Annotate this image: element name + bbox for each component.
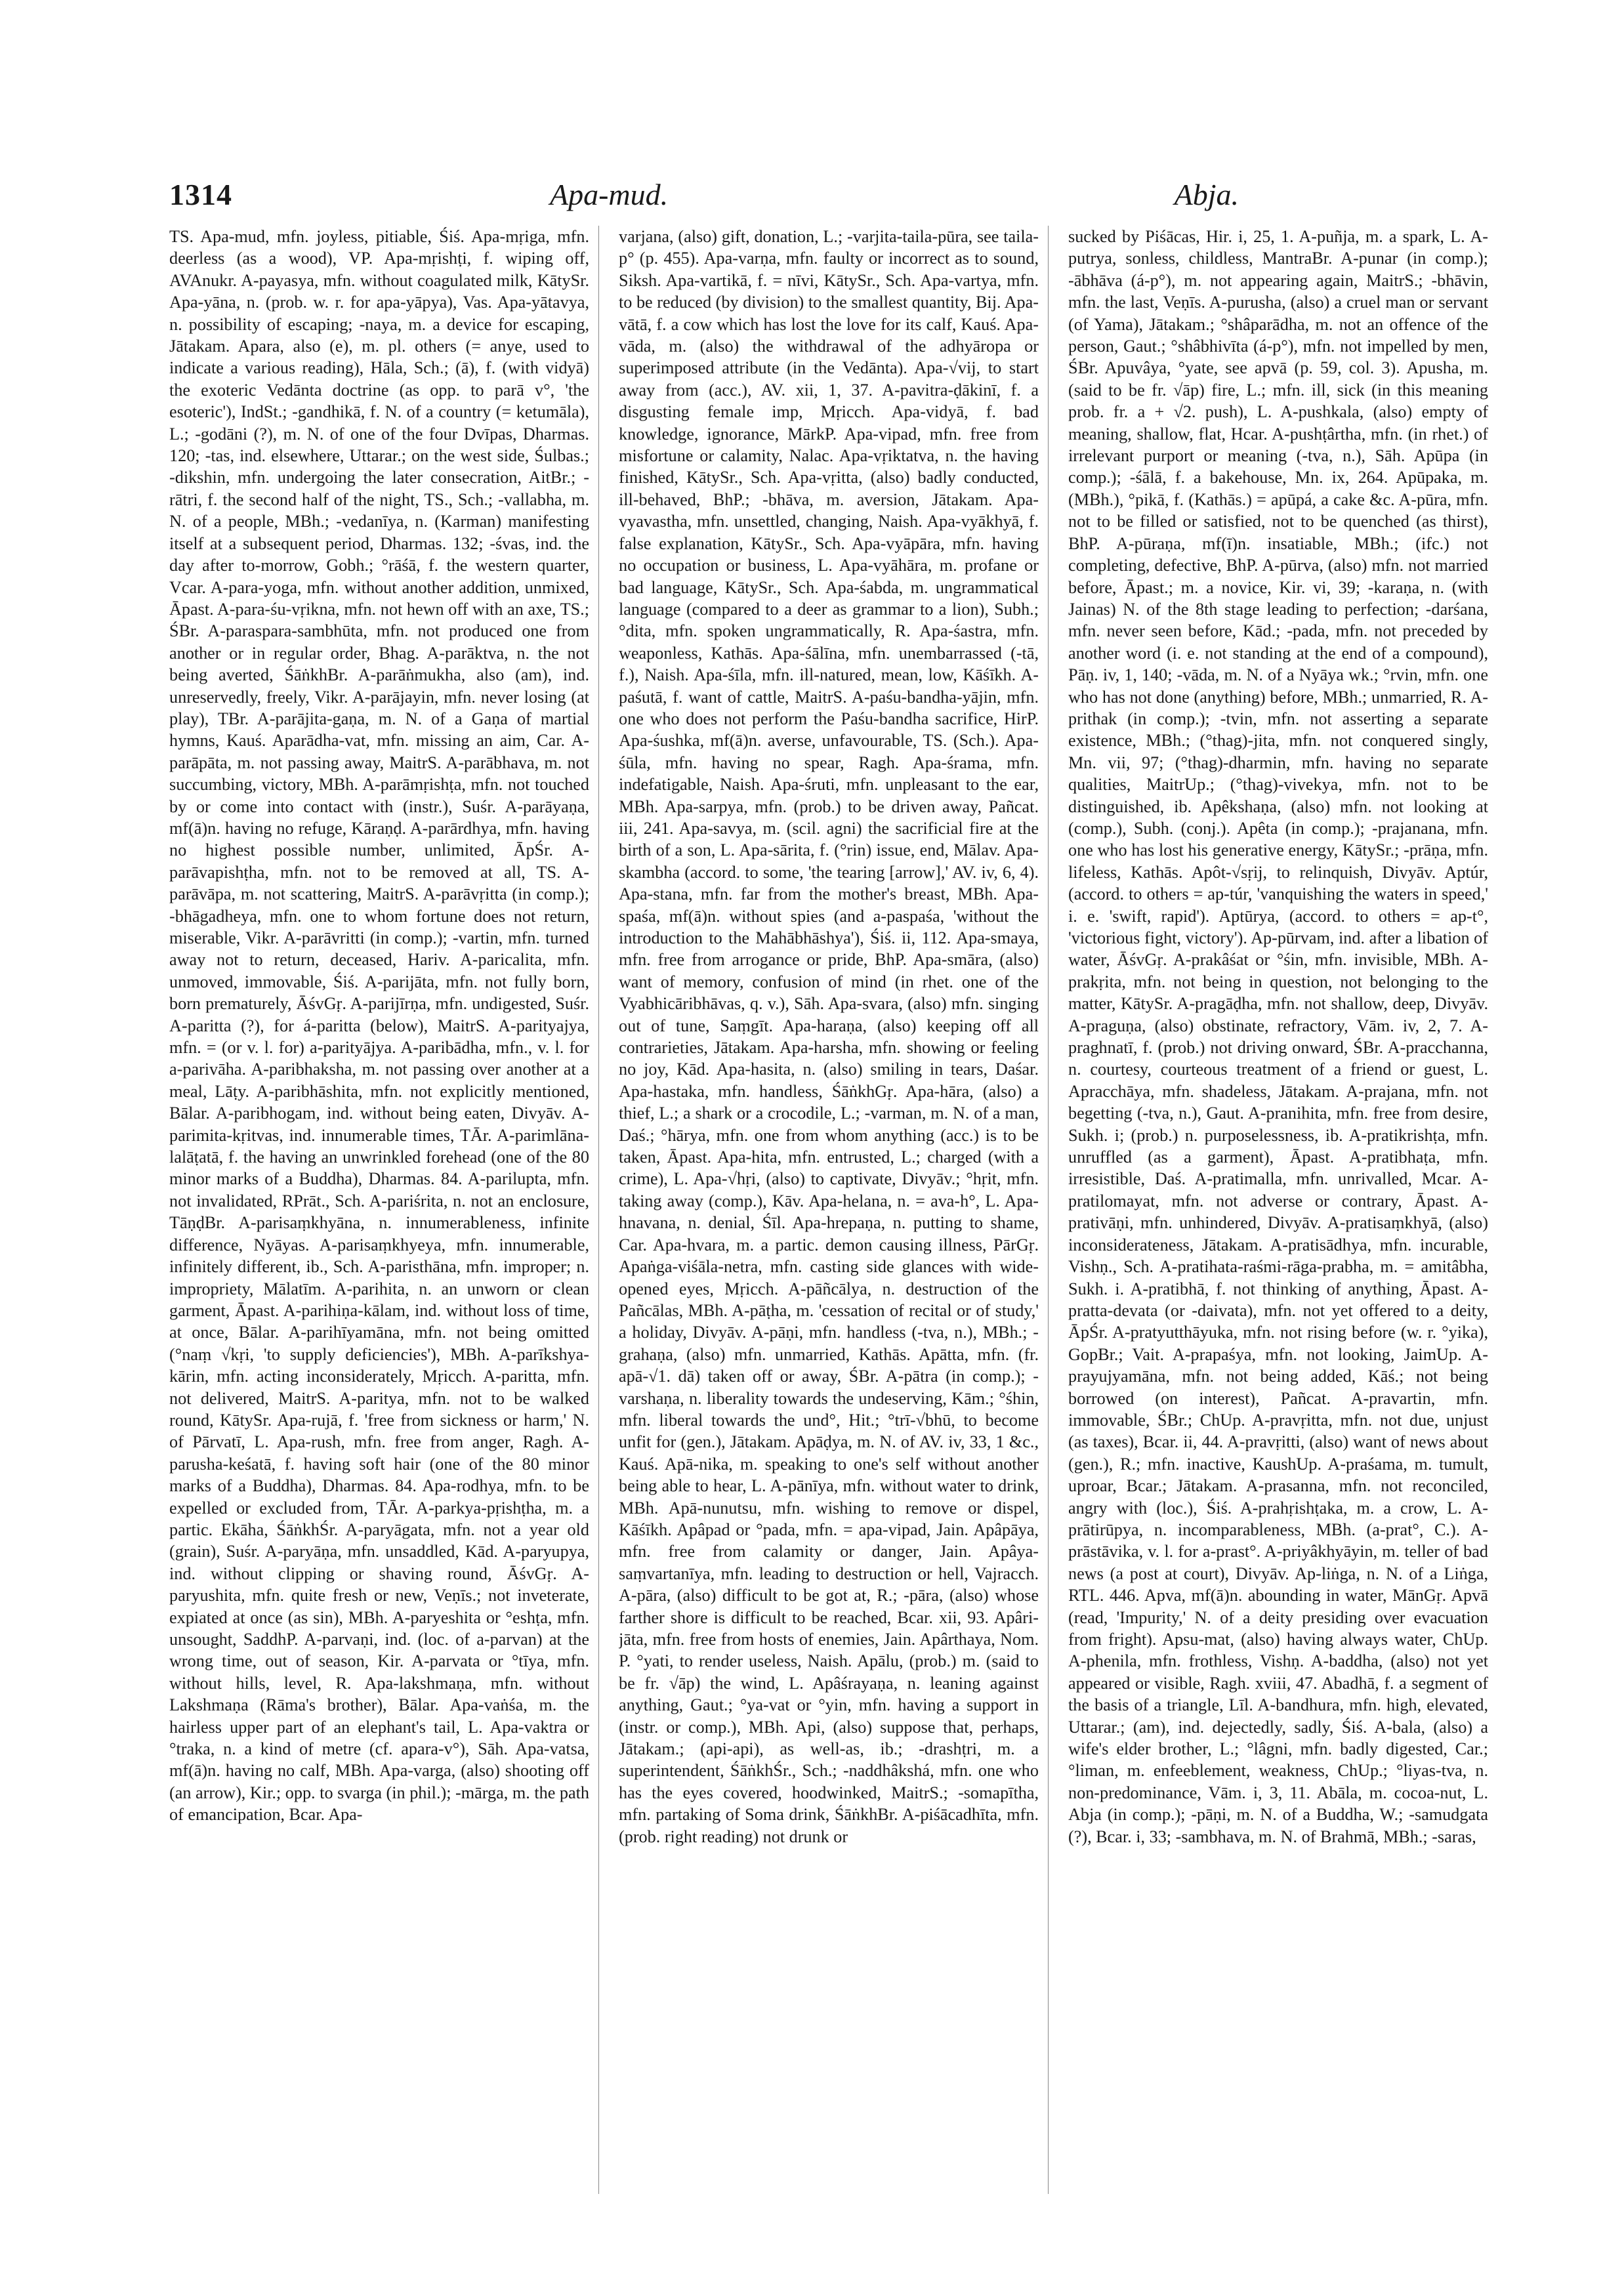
column-text: varjana, (also) gift, donation, L.; -varjita-taila-pūra, see taila-p° (p. 455). Apa-varṇa, mfn. faulty or incorrect as to sound, Siksh. Apa-vartikā, f. = nīvi, KātySr., Sch. Apa-vartya, mfn. to be reduced (by division) to the smallest quantity, Bij. Apa-vātā, f. a cow which has lost the love for its calf, Kauś. Apa-vāda, m. (also) the withdrawal of the adhyāropa or superimposed attribute (in the Vedānta). Apa-√vij, to start away from (acc.), AV. xii, 1, 37. A-pavitra-ḍākinī, f. a disgusting female imp, Mṛicch. Apa-vidyā, f. bad knowledge, ignorance, MārkP. Apa-vipad, mfn. free from misfortune or calamity, Nalac. Apa-vṛiktatva, n. the having finished, KātySr., Sch. Apa-vṛitta, (also) badly conducted, ill-behaved, BhP.; -bhāva, m. aversion, Jātakam. Apa-vyavastha, mfn. unsettled, changing, Naish. Apa-vyākhyā, f. false explanation, KātySr., Sch. Apa-vyāpāra, mfn. having no occupation or business, L. Apa-vyāhāra, m. profane or bad language, KātySr., Sch. Apa-śabda, m. ungrammatical language (compared to a deer as grammar to a lion), Subh.; °dita, mfn. spoken ungrammatically, R. Apa-śastra, mfn. weaponless, Kathās. Apa-śālīna, mfn. unembarrassed (-tā, f.), Naish. Apa-śīla, mfn. ill-natured, mean, low, Kāśīkh. A-paśutā, f. want of cattle, MaitrS. A-paśu-bandha-yājin, mfn. one who does not perform the Paśu-bandha sacrifice, HirP. Apa-śushka, mf(ā)n. averse, unfavourable, TS. (Sch.). Apa-śūla, mfn. having no spear, Ragh. Apa-śrama, mfn. indefatigable, Naish. Apa-śruti, mfn. unpleasant to the ear, MBh. Apa-sarpya, mfn. (prob.) to be driven away, Pañcat. iii, 241. Apa-savya, m. (scil. agni) the sacrificial fire at the birth of a son, L. Apa-sārita, f. (°rin) issue, end, Mālav. Apa-skambha (accord. to some, 'the tearing [arrow],' AV. iv, 6, 4). Apa-stana, mfn. far from the mother's breast, MBh. Apa-spaśa, mf(ā)n. without spies (and a-paspaśa, 'without the introduction to the Mahābhāshya'), Śiś. ii, 112. Apa-smaya, mfn. free from arrogance or pride, BhP. Apa-smāra, (also) want of memory, confusion of mind (in rhet. one of the Vyabhicāribhāvas, q. v.), Sāh. Apa-svara, (also) mfn. singing out of tune, Saṃgīt. Apa-haraṇa, (also) keeping off all contrarieties, Jātakam. Apa-harsha, mfn. showing or feeling no joy, Kād. Apa-hasita, n. (also) smiling in tears, Daśar. Apa-hastaka, mfn. handless, ŚāṅkhGṛ. Apa-hāra, (also) a thief, L.; a shark or a crocodile, L.; -varman, m. N. of a man, Daś.; °hārya, mfn. one from whom anything (acc.) is to be taken, Āpast. Apa-hita, mfn. entrusted, L.; charged (with a crime), L. Apa-√hṛi, (also) to captivate, Divyāv.; °hṛit, mfn. taking away (comp.), Kāv. Apa-helana, n. = ava-h°, L. Apa-hnavana, n. denial, Śīl. Apa-hrepaṇa, n. putting to shame, Car. Apa-hvara, m. a partic. demon causing illness, PārGṛ. Apaṅga-viśāla-netra, mfn. casting side glances with wide-opened eyes, Mṛicch. A-pāñcālya, n. destruction of the Pañcālas, MBh. A-pāṭha, m. 'cessation of recital or of study,' a holiday, Divyāv. A-pāṇi, mfn. handless (-tva, n.), MBh.; -grahaṇa, (also) mfn. unmarried, Kathās. Apātta, mfn. (fr. apā-√1. dā) taken off or away, ŚBr. A-pātra (in comp.); -varshaṇa, n. liberality towards the undeserving, Kām.; °śhin, mfn. liberal towards the und°, Hit.; °trī-√bhū, to become unfit for (gen.), Jātakam. Apāḍya, m. N. of AV. iv, 33, 1 &c., Kauś. Apā-nika, m. speaking to one's self without another being able to hear, L. A-pānīya, mfn. without water to drink, MBh. Apā-nunutsu, mfn. wishing to remove or dispel, Kāśīkh. Apâpad or °pada, mfn. = apa-vipad, Jain. Apâpāya, mfn. free from calamity or danger, Jain. Apâya-saṃvartanīya, mfn. leading to destruction or hell, Vajracch. A-pāra, (also) difficult to be got at, R.; -pāra, (also) whose farther shore is difficult to be reached, Bcar. xii, 93. Apâri-jāta, mfn. free from hosts of enemies, Jain. Apârthaya, Nom. P. °yati, to render useless, Naish. Apālu, (prob.) m. (said to be fr. √āp) the wind, L. Apâśrayaṇa, n. leaning against anything, Gaut.; °ya-vat or °yin, mfn. having a support in (instr. or comp.), MBh. Api, (also) suppose that, perhaps, Jātakam.; (api-api), as well-as, ib.; -drashṭri, m. a superintendent, ŚāṅkhŚr., Sch.; -naddhâkshá, mfn. one who has the eyes covered, hoodwinked, MaitrS.; -somapītha, mfn. partaking of Soma drink, ŚāṅkhBr. A-piśācadhīta, mfn. (prob. right reading) not drunk or — [619, 227, 1039, 1846]
column-3 — [1068, 226, 1488, 2194]
column-text: sucked by Piśācas, Hir. i, 25, 1. A-puñja, m. a spark, L. A-putrya, sonless, childless, MantraBr. A-punar (in comp.); -ābhāva (á-p°), m. not appearing again, MaitrS.; -bhāvin, mfn. the last, Veṇīs. A-purusha, (also) a cruel man or servant (of Yama), Jātakam.; °shâparādha, m. not an offence of the person, Gaut.; °shâbhivīta (á-p°), mfn. not impelled by men, ŚBr. Apuvâya, °yate, see apvā (p. 59, col. 3). Apusha, m. (said to be fr. √āp) fire, L.; mfn. ill, sick (in this meaning prob. fr. a + √2. push), L. A-pushkala, (also) empty of meaning, shallow, flat, Hcar. A-pushṭârtha, mfn. (in rhet.) of irrelevant purport or meaning (-tva, n.), Sāh. Apūpa (in comp.); -śālā, f. a bakehouse, Mn. ix, 264. Apūpaka, m. (MBh.), °pikā, f. (Kathās.) = apūpá, a cake &c. A-pūra, mfn. not to be filled or satisfied, not to be quenched (as thirst), BhP. A-pūraṇa, mf(ī)n. insatiable, MBh.; (ifc.) not completing, defective, BhP. A-pūrva, (also) mfn. not married before, Āpast.; m. a novice, Kir. vi, 39; -karaṇa, n. (with Jainas) N. of the 8th stage leading to perfection; -darśana, mfn. never seen before, Kād.; -pada, mfn. not preceded by another word (i. e. not standing at the end of a compound), Pāṇ. iv, 1, 140; -vāda, m. N. of a Nyāya wk.; °rvin, mfn. one who has not done (anything) before, MBh.; unmarried, R. A-prithak (in comp.); -tvin, mfn. not asserting a separate existence, MBh.; (°thag)-jita, mfn. not conquered singly, Mn. vii, 97; (°thag)-dharmin, mfn. having no separate qualities, MaitrUp.; (°thag)-vivekya, mfn. not to be distinguished, ib. Apêkshaṇa, (also) mfn. not looking at (comp.), Subh. (conj.). Apêta (in comp.); -prajanana, mfn. one who has lost his generative energy, KātySr.; -prāṇa, mfn. lifeless, Kathās. Apôt-√sṛij, to relinquish, Divyāv. Aptúr, (accord. to others = ap-túr, 'vanquishing the waters in speed,' i. e. 'swift, rapid'). Aptūrya, (accord. to others = ap-t°, 'victorious fight, victory'). Ap-pūrvam, ind. after a libation of water, ĀśvGṛ. A-prakâśat or °śin, mfn. invisible, MBh. A-prakṛita, mfn. not being in question, not belonging to the matter, KātySr. A-pragāḍha, mfn. not shallow, deep, Divyāv. A-praguṇa, (also) obstinate, refractory, Vām. iv, 2, 7. A-praghnatī, f. (prob.) not driving onward, ŚBr. A-pracchanna, n. courtesy, courteous treatment of a friend or guest, L. Apracchāya, mfn. shadeless, Jātakam. A-prajana, mfn. not begetting (-tva, n.), Gaut. A-pranihita, mfn. free from desire, Sukh. i; (prob.) n. purposelessness, ib. A-pratikrishṭa, mfn. unruffled (as a garment), Āpast. A-pratibhaṭa, mfn. irresistible, Daś. A-pratimalla, mfn. unrivalled, Mcar. A-pratilomayat, mfn. not adverse or contrary, Āpast. A-prativāṇi, mfn. unhindered, Divyāv. A-pratisaṃkhyā, (also) inconsiderateness, Jātakam. A-pratisādhya, mfn. incurable, Vishṇ., Sch. A-pratihata-raśmi-rāga-prabha, m. = amitâbha, Sukh. i. A-pratibhā, f. not thinking of anything, Āpast. A-pratta-devata (or -daivata), mfn. not yet offered to a deity, ĀpŚr. A-pratyutthāyuka, mfn. not rising before (w. r. °yika), GopBr.; Vait. A-prapaśya, mfn. not looking, JaimUp. A-prayujyamāna, mfn. not being added, Kāś.; not being borrowed (on interest), Pañcat. A-pravartin, mfn. immovable, ŚBr.; ChUp. A-pravṛitta, mfn. not due, unjust (as taxes), Bcar. ii, 44. A-pravṛitti, (also) want of news about (gen.), R.; mfn. inactive, KaushUp. A-praśama, m. tumult, uproar, Bcar.; Jātakam. A-prasanna, mfn. not reconciled, angry with (loc.), Śiś. A-prahṛishṭaka, m. a crow, L. A-prātirūpya, n. incomparableness, MBh. (a-prat°, C.). A-prāstāvika, v. l. for a-prast°. A-priyâkhyāyin, m. teller of bad news (a post at court), Divyāv. Ap-liṅga, n. N. of a Liṅga, RTL. 446. Apva, mf(ā)n. abounding in water, MānGṛ. Apvā (read, 'Impurity,' N. of a deity presiding over evacuation from fright). Apsu-mat, (also) having always water, ChUp. A-phenila, mfn. frothless, Vishṇ. A-baddha, (also) not yet appeared or visible, Ragh. xviii, 47. Abadhā, f. a segment of the basis of a triangle, Līl. A-bandhura, mfn. high, elevated, Uttarar.; (am), ind. dejectedly, sadly, Śiś. A-bala, (also) a wife's elder brother, L.; °lâgni, mfn. badly digested, Car.; °liman, m. enfeeblement, weakness, ChUp.; °liyas-tva, n. non-predominance, Vām. i, 3, 11. Abāla, m. cocoa-nut, L. Abja (in comp.); -pāṇi, m. N. of a Buddha, W.; -samudgata (?), Bcar. i, 33; -sambhava, m. N. of Brahmā, MBh.; -saras, — [1068, 227, 1488, 1846]
text-columns — [169, 226, 1488, 2194]
column-2 — [619, 226, 1049, 2194]
column-1 — [169, 226, 599, 2194]
right-headword: Abja. — [1174, 178, 1239, 211]
left-headword: Apa-mud. — [550, 178, 669, 211]
column-text: TS. Apa-mud, mfn. joyless, pitiable, Śiś. Apa-mṛiga, mfn. deerless (as a wood), VP. Apa-mṛishṭi, f. wiping off, AVAnukr. A-payasya, mfn. without coagulated milk, KātySr. Apa-yāna, n. (prob. w. r. for apa-yāpya), Vas. Apa-yātavya, n. possibility of escaping; -naya, m. a device for escaping, Jātakam. Apara, also (e), m. pl. others (= anye, used to indicate a various reading), Hāla, Sch.; (ā), f. (with vidyā) the exoteric Vedānta doctrine (as opp. to parā v°, 'the esoteric'), IndSt.; -gandhikā, f. N. of a country (= ketumāla), L.; -godāni (?), m. N. of one of the four Dvīpas, Dharmas. 120; -tas, ind. elsewhere, Uttarar.; on the west side, Śulbas.; -dikshin, mfn. undergoing the later consecration, AitBr.; -rātri, f. the second half of the night, TS., Sch.; -vallabha, m. N. of a people, MBh.; -vedanīya, n. (Karman) manifesting itself at a subsequent period, Dharmas. 132; -śvas, ind. the day after to-morrow, Gobh.; °rāśā, f. the western quarter, Vcar. A-para-yoga, mfn. without another addition, unmixed, Āpast. A-para-śu-vṛikna, mfn. not hewn off with an axe, TS.; ŚBr. A-paraspara-sambhūta, mfn. not produced one from another or in regular order, Bhag. A-parāktva, n. the not being averted, ŚāṅkhBr. A-parāṅmukha, also (am), ind. unreservedly, freely, Vikr. A-parājayin, mfn. never losing (at play), TBr. A-parājita-gaṇa, m. N. of a Gaṇa of martial hymns, Kauś. Aparādha-vat, mfn. missing an aim, Car. A-parāpāta, m. not passing away, MaitrS. A-parābhava, m. not succumbing, victory, MBh. A-parāmṛishṭa, mfn. not touched by or come into contact with (instr.), Suśr. A-parāyaṇa, mf(ā)n. having no refuge, Kāraṇḍ. A-parārdhya, mfn. having no highest possible number, unlimited, ĀpŚr. A-parāvapishṭha, mfn. not to be removed at all, TS. A-parāvāpa, m. not scattering, MaitrS. A-parāvṛitta (in comp.); -bhāgadheya, mfn. one to whom fortune does not return, miserable, Vikr. A-parāvritti (in comp.); -vartin, mfn. turned away not to return, deceased, Hariv. A-paricalita, mfn. unmoved, immovable, Śiś. A-parijāta, mfn. not fully born, born prematurely, ĀśvGṛ. A-parijīrṇa, mfn. undigested, Suśr. A-paritta (?), for á-paritta (below), MaitrS. A-parityajya, mfn. = (or v. l. for) a-parityājya. A-paribādha, mfn., v. l. for a-parivāha. A-paribhaksha, m. not passing over another at a meal, Lāṭy. A-paribhāshita, mfn. not explicitly mentioned, Bālar. A-paribhogam, ind. without being eaten, Divyāv. A-parimita-kṛitvas, ind. innumerable times, TĀr. A-parimlāna-lalāṭatā, f. the having an unwrinkled forehead (one of the 80 minor marks of a Buddha), Dharmas. 84. A-parilupta, mfn. not invalidated, RPrāt., Sch. A-pariśrita, n. not an enclosure, TāṇḍBr. A-parisaṃkhyāna, n. innumerableness, infinite difference, Nyāyas. A-parisaṃkhyeya, mfn. innumerable, infinitely different, ib., Sch. A-paristhāna, mfn. improper; n. impropriety, Mālatīm. A-parihita, n. an unworn or clean garment, Āpast. A-parihiṇa-kālam, ind. without loss of time, at once, Bālar. A-parihīyamāna, mfn. not being omitted (°naṃ √kṛi, 'to supply deficiencies'), MBh. A-parīkshya-kārin, mfn. acting inconsiderately, Mṛicch. A-paritta, mfn. not delivered, MaitrS. A-paritya, mfn. not to be walked round, KātySr. Apa-rujā, f. 'free from sickness or harm,' N. of Pārvatī, L. Apa-rush, mfn. free from anger, Ragh. A-parusha-keśatā, f. having soft hair (one of the 80 minor marks of a Buddha), Dharmas. 84. Apa-rodhya, mfn. to be expelled or excluded from, TĀr. A-parkya-pṛishṭha, m. a partic. Ekāha, ŚāṅkhŚr. A-paryāgata, mfn. not a year old (grain), Suśr. A-paryāṇa, mfn. unsaddled, Kād. A-paryupya, ind. without clipping or shaving round, ĀśvGṛ. A-paryushita, mfn. quite fresh or new, Veṇīs.; not inveterate, expiated at once (as sin), MBh. A-paryeshita or °eshṭa, mfn. unsought, SaddhP. A-parvaṇi, ind. (loc. of a-parvan) at the wrong time, out of season, Kir. A-parvata or °tīya, mfn. without hills, level, R. Apa-lakshmaṇa, mfn. without Lakshmaṇa (Rāma's brother), Bālar. Apa-vaṅśa, m. the hairless upper part of an elephant's tail, L. Apa-vaktra or °traka, n. a kind of metre (cf. apara-v°), Sāh. Apa-vatsa, mf(ā)n. having no calf, MBh. Apa-varga, (also) shooting off (an arrow), Kir.; opp. to svarga (in phil.); -mārga, m. the path of emancipation, Bcar. Apa- — [169, 227, 589, 1825]
page-number: 1314 — [169, 178, 232, 211]
page-header — [169, 177, 1488, 230]
